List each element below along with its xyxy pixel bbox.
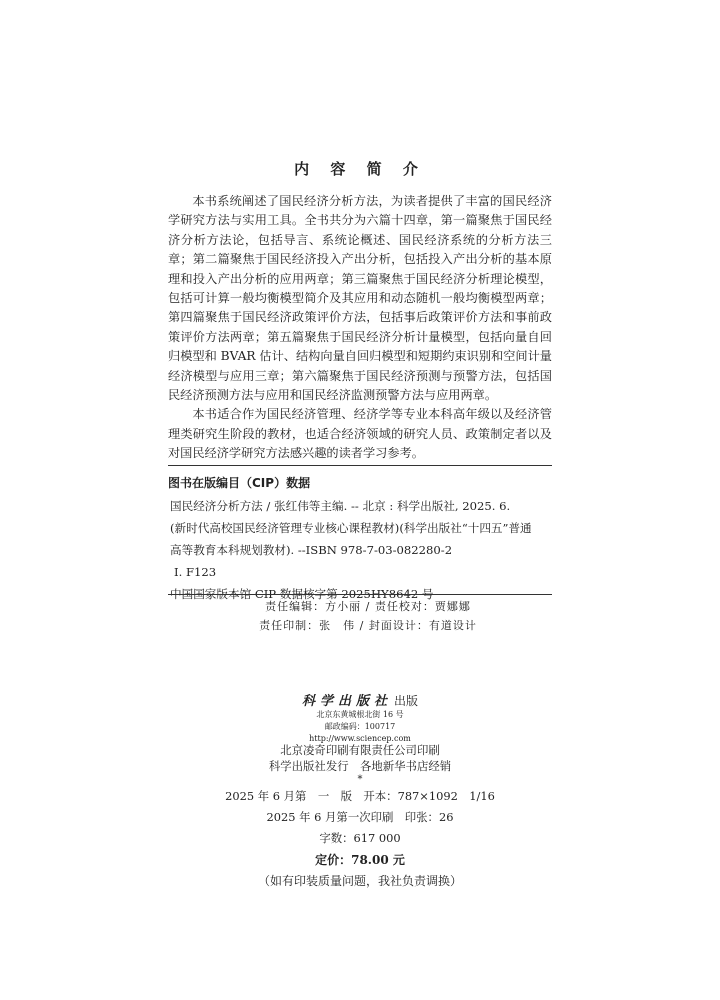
cip-line-3: 高等教育本科规划教材). --ISBN 978-7-03-082280-2 (170, 543, 453, 557)
separator-star: * (357, 774, 363, 785)
abstract-body (168, 192, 552, 464)
cip-data-block (170, 495, 556, 605)
cip-bottom-divider (168, 594, 552, 595)
imprint-block (0, 742, 720, 891)
price: 定价：78.00 元 (315, 853, 405, 867)
publisher-website: http://www.sciencep.com (309, 734, 411, 743)
cip-line-2: (新时代高校国民经济管理专业核心课程教材)(科学出版社“十四五”普通 (170, 521, 532, 535)
print-credit: 责任印制：张 伟 / 封面设计：有道设计 (259, 619, 477, 632)
cip-top-divider (168, 465, 552, 466)
edition-line: 2025 年 6 月第 一 版 开本：787×1092 1/16 (225, 789, 495, 803)
editor-credit: 责任编辑：方小丽 / 责任校对：贾娜娜 (265, 600, 471, 613)
cip-data-number: 中国国家版本馆 CIP 数据核字第 2025HY8642 号 (170, 587, 434, 601)
publisher-name: 科学出版社 (301, 694, 392, 709)
abstract-title: 内 容 简 介 (294, 160, 426, 178)
quality-notice: （如有印装质量问题，我社负责调换） (257, 874, 462, 888)
publisher-address: 北京东黄城根北街 16 号 (316, 710, 404, 719)
cip-title: 图书在版编目（CIP）数据 (168, 476, 311, 490)
abstract-paragraph: 本书适合作为国民经济管理、经济学等专业本科高年级以及经济管理类研究生阶段的教材，也适合经济领域的研究人员、政策制定者以及对国民经济学研究方法感兴趣的读者学习参考。 (168, 407, 552, 461)
publisher-postcode: 邮政编码：100717 (324, 722, 396, 731)
printer-line: 北京凌奇印刷有限责任公司印刷 (280, 743, 440, 757)
word-count: 字数：617 000 (319, 831, 401, 845)
staff-credits (0, 597, 720, 635)
printing-line: 2025 年 6 月第一次印刷 印张：26 (266, 810, 454, 824)
cip-line-1: 国民经济分析方法 / 张红伟等主编. -- 北京 : 科学出版社, 2025. 6. (170, 499, 511, 513)
cip-classification: Ⅰ. F123 (174, 565, 217, 579)
distributor-line: 科学出版社发行 各地新华书店经销 (268, 759, 452, 773)
abstract-paragraph: 本书系统阐述了国民经济分析方法，为读者提供了丰富的国民经济学研究方法与实用工具。全书共分为六篇十四章，第一篇聚焦于国民经济分析方法论，包括导言、系统论概述、国民经济系统的分析方法三章；第二篇聚焦于国民经济投入产出分析，包括投入产出分析的基本原理和投入产出分析的应用两章；第三篇聚焦于国民经济分析理论模型，包括可计算一般均衡模型简介及其应用和动态随机一般均衡模型两章；第四篇聚焦于国民经济政策评价方法，包括事后政策评价方法和事前政策评价方法两章；第五篇聚焦于国民经济分析计量模型，包括向量自回归模型和 BVAR 估计、结构向量自回归模型和短期约束识别和空间计量经济模型与应用三章；第六篇聚焦于国民经济预测与预警方法，包括国民经济预测方法与应用和国民经济监测预警方法与应用两章。 (168, 194, 552, 403)
publisher-block (0, 690, 720, 745)
publisher-suffix: 出版 (394, 694, 419, 708)
